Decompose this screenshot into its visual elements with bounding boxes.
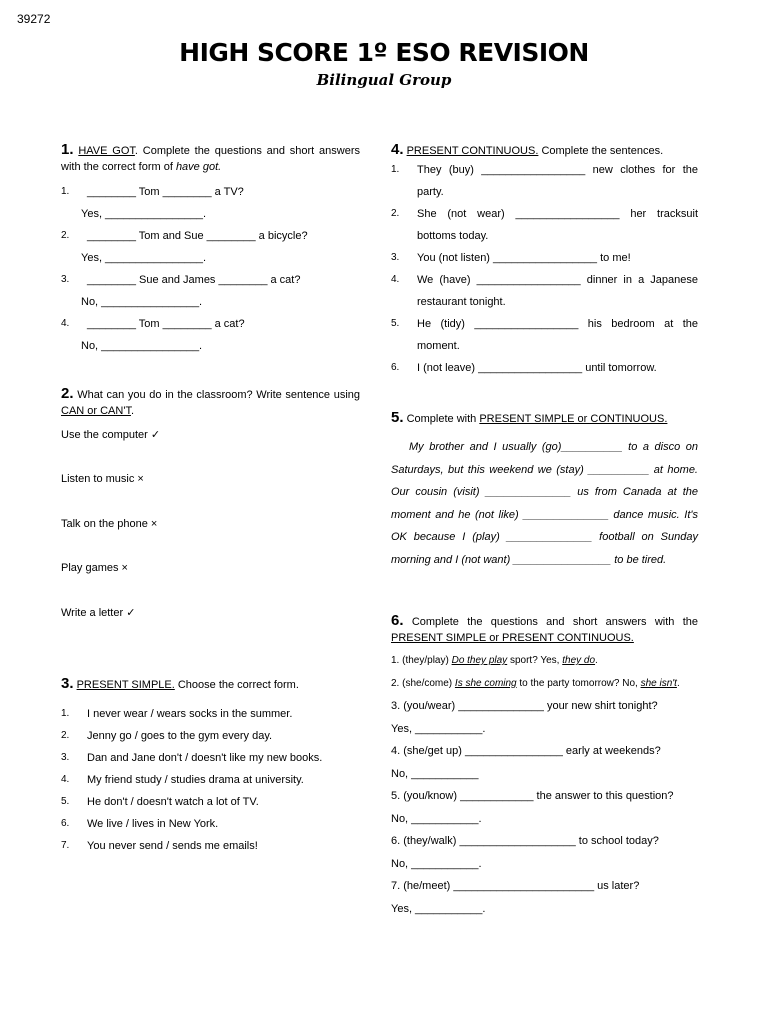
list-item [391, 313, 698, 357]
section-present-simple [61, 676, 360, 857]
item-number: 5. [391, 318, 400, 329]
present-continuous-list [391, 159, 698, 379]
item-number: 3. [61, 752, 70, 763]
section-questions [391, 613, 698, 920]
question-line: 5. (you/know) ____________ the answer to this question? [391, 790, 674, 802]
question-lines [391, 695, 698, 920]
have-got-list [61, 181, 360, 357]
section-have-got [61, 142, 360, 357]
can-item: Play games × [61, 562, 128, 574]
grammar-heading: HAVE GOT [78, 145, 135, 157]
section-2-instruction: 2. What can you do in the classroom? Write sentence using CAN or CAN'T. [61, 385, 361, 417]
item-number: 4. [61, 774, 70, 785]
answer-line: No, ________________. [81, 296, 203, 308]
item-number: 3. [391, 252, 400, 263]
sentence-text: They (buy) _________________ new clothes for the party. [417, 164, 698, 198]
sentence-text: I never wear / wears socks in the summer. [87, 708, 293, 720]
section-can [61, 386, 360, 419]
list-item [61, 313, 360, 335]
can-item: Talk on the phone × [61, 518, 158, 530]
question-line: 7. (he/meet) _______________________ us later? [391, 880, 640, 892]
question-line: No, ___________. [391, 812, 482, 825]
question-text: ________ Tom ________ a TV? [87, 186, 244, 198]
list-item [61, 769, 360, 791]
sentence-text: We live / lives in New York. [87, 818, 219, 830]
item-number: 6. [61, 818, 70, 829]
sentence-text: My friend study / studies drama at university. [87, 774, 304, 786]
question-line: No, ___________. [391, 857, 482, 870]
section-number: 1. [61, 141, 74, 158]
question-line: Yes, ___________. [391, 722, 486, 735]
list-item [391, 247, 698, 269]
list-item [391, 269, 698, 313]
section-1-instruction: 1. HAVE GOT. Complete the questions and short answers with the correct form of have got. [61, 141, 360, 173]
list-item [391, 203, 698, 247]
list-item [61, 181, 360, 203]
question-line: No, ___________ [391, 767, 479, 780]
section-6-instruction: 6. Complete the questions and short answers with the PRESENT SIMPLE or PRESENT CONTINUOUS. [391, 612, 698, 644]
gap-fill-paragraph: My brother and I usually (go)__________ to a disco on Saturdays, but this weekend we (stay) __________ at home. Our cousin (visit) ______________ us from Canada at the moment and he (not like) ______________ dance music. It's OK because I (play) ______________ football on Sunday morning and I (not want) ________________ to be tired. [391, 441, 698, 566]
list-item [61, 791, 360, 813]
question-line: 4. (she/get up) ________________ early at weekends? [391, 745, 661, 757]
sentence-text: I (not leave) _________________ until tomorrow. [417, 362, 657, 374]
list-item [61, 813, 360, 835]
sentence-text: She (not wear) _________________ her tracksuit bottoms today. [417, 208, 698, 242]
example-2: 2. (she/come) Is she coming to the party tomorrow? No, she isn't. [391, 677, 680, 689]
list-item [61, 725, 360, 747]
section-present-continuous [391, 142, 698, 379]
question-line: 6. (they/walk) ___________________ to school today? [391, 835, 659, 847]
item-number: 7. [61, 840, 70, 851]
list-item [61, 747, 360, 769]
item-number: 6. [391, 362, 400, 373]
sentence-text: We (have) _________________ dinner in a Japanese restaurant tonight. [417, 274, 698, 308]
example-1: 1. (they/play) Do they play sport? Yes, they do. [391, 655, 598, 666]
can-item: Write a letter ✓ [61, 607, 136, 619]
answer-line: Yes, ________________. [81, 208, 206, 220]
document-id: 39272 [17, 12, 51, 26]
sentence-text: You (not listen) _________________ to me! [417, 252, 631, 264]
can-item: Listen to music × [61, 473, 144, 485]
item-number: 1. [61, 708, 70, 719]
question-text: ________ Sue and James ________ a cat? [87, 274, 301, 286]
item-number: 3. [61, 274, 70, 285]
page-subtitle: Bilingual Group [316, 71, 452, 89]
item-number: 5. [61, 796, 70, 807]
answer-line: No, ________________. [81, 340, 203, 352]
list-item [391, 357, 698, 379]
answer-line: Yes, ________________. [81, 252, 206, 264]
list-item [61, 703, 360, 725]
question-text: ________ Tom and Sue ________ a bicycle? [87, 230, 308, 242]
section-3-instruction: 3. PRESENT SIMPLE. Choose the correct form. [61, 675, 299, 692]
question-text: ________ Tom ________ a cat? [87, 318, 245, 330]
sentence-text: He (tidy) _________________ his bedroom at the moment. [417, 318, 698, 352]
present-simple-list [61, 703, 360, 857]
list-item [61, 225, 360, 247]
list-item [61, 835, 360, 857]
item-number: 1. [61, 186, 70, 197]
can-item: Use the computer ✓ [61, 429, 161, 441]
item-number: 2. [61, 730, 70, 741]
list-item [61, 269, 360, 291]
section-5-instruction: 5. Complete with PRESENT SIMPLE or CONTINUOUS. [391, 409, 668, 426]
question-line: 3. (you/wear) ______________ your new shirt tonight? [391, 700, 658, 712]
list-item [391, 159, 698, 203]
item-number: 2. [391, 208, 400, 219]
question-line: Yes, ___________. [391, 902, 486, 915]
sentence-text: You never send / sends me emails! [87, 840, 258, 852]
item-number: 4. [61, 318, 70, 329]
item-number: 2. [61, 230, 70, 241]
section-simple-or-continuous [391, 410, 698, 571]
item-number: 1. [391, 164, 400, 175]
sentence-text: Jenny go / goes to the gym every day. [87, 730, 273, 742]
sentence-text: He don't / doesn't watch a lot of TV. [87, 796, 259, 808]
section-4-instruction: 4. PRESENT CONTINUOUS. Complete the sentences. [391, 141, 664, 158]
sentence-text: Dan and Jane don't / doesn't like my new books. [87, 752, 323, 764]
item-number: 4. [391, 274, 400, 285]
page-title: HIGH SCORE 1º ESO REVISION [179, 38, 589, 67]
